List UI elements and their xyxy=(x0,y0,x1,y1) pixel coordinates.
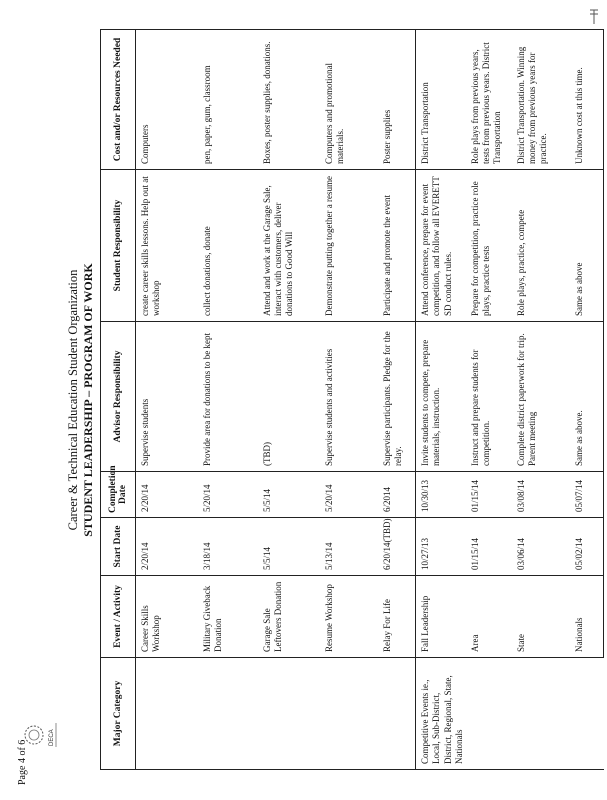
svg-text:DECA: DECA xyxy=(49,729,55,746)
completion-date-cell: 5/20/14 xyxy=(320,472,378,518)
column-header: Completion Date xyxy=(101,472,136,518)
start-date-cell: 6/20/14(TBD) xyxy=(378,518,416,576)
event-cell: Resume Workshop xyxy=(320,576,378,658)
event-cell: State xyxy=(512,576,570,658)
document-title: Career & Technical Education Student Organization xyxy=(66,269,80,531)
start-date-cell: 3/18/14 xyxy=(198,518,258,576)
student-cell: Demonstrate putting together a resume xyxy=(320,170,378,322)
column-header: Advisor Responsibility xyxy=(101,322,136,472)
advisor-cell: Provide area for donations to be kept xyxy=(198,322,258,472)
cost-cell: District Transportation xyxy=(416,30,466,170)
column-header: Cost and/or Resources Needed xyxy=(101,30,136,170)
advisor-cell: (TBD) xyxy=(258,322,320,472)
table-header-row xyxy=(101,30,136,770)
rotated-table-area xyxy=(60,30,584,770)
start-date-cell: 05/02/14 xyxy=(570,518,604,576)
event-cell: Nationals xyxy=(570,576,604,658)
page-number-text: Page 4 of 6 xyxy=(17,739,28,785)
completion-date-cell: 01/15/14 xyxy=(466,472,512,518)
student-cell: collect donations, donate xyxy=(198,170,258,322)
event-cell: Fall Leadership xyxy=(416,576,466,658)
student-cell: Attend conference, prepare for event competition, and follow all EVERETT SD conduct rules. xyxy=(416,170,466,322)
student-cell: Attend and work at the Garage Sale, interact with customers, deliver donations to Good Will xyxy=(258,170,320,322)
start-date-cell: 5/13/14 xyxy=(320,518,378,576)
column-header: Start Date xyxy=(101,518,136,576)
cost-cell: Unknown cost at this time. xyxy=(570,30,604,170)
cost-cell: District Transportation. Winning money from previous years for practice. xyxy=(512,30,570,170)
event-cell: Career Skills Workshop xyxy=(136,576,198,658)
advisor-cell: Invite students to compete, prepare materials, instruction. xyxy=(416,322,466,472)
document-subtitle: STUDENT LEADERSHIP – PROGRAM OF WORK xyxy=(81,263,95,537)
advisor-cell: Supervise participants. Pledge for the relay. xyxy=(378,322,416,472)
cost-cell: pen, paper, gum, classroom xyxy=(198,30,258,170)
completion-date-cell: 03/08/14 xyxy=(512,472,570,518)
category-cell: Competitive Events ie., Local, Sub-District, District, Regional, State, Nationals xyxy=(416,658,604,770)
completion-date-cell: 2/20/14 xyxy=(136,472,198,518)
program-of-work-table xyxy=(100,29,604,770)
completion-date-cell: 5/5/14 xyxy=(258,472,320,518)
advisor-cell: Supervise students xyxy=(136,322,198,472)
advisor-cell: Supervise students and activities xyxy=(320,322,378,472)
event-cell: Area xyxy=(466,576,512,658)
column-header: Major Category xyxy=(101,658,136,770)
cost-cell: Computers xyxy=(136,30,198,170)
event-cell: Garage Sale Leftovers Donation xyxy=(258,576,320,658)
organization-seal-icon xyxy=(4,705,64,765)
column-header: Event / Activity xyxy=(101,576,136,658)
cost-cell: Role plays from previous years, tests from previous years. District Transportation xyxy=(466,30,512,170)
student-cell: Prepare for competition, practice role plays, practice tests xyxy=(466,170,512,322)
start-date-cell: 10/27/13 xyxy=(416,518,466,576)
student-cell: Participate and promote the event xyxy=(378,170,416,322)
start-date-cell: 01/15/14 xyxy=(466,518,512,576)
completion-date-cell: 10/30/13 xyxy=(416,472,466,518)
cost-cell: Poster supplies xyxy=(378,30,416,170)
completion-date-cell: 05/07/14 xyxy=(570,472,604,518)
event-cell: Military Giveback Donation xyxy=(198,576,258,658)
advisor-cell: Complete district paperwork for trip. Parent meeting xyxy=(512,322,570,472)
completion-date-cell: 6/2014 xyxy=(378,472,416,518)
start-date-cell: 5/5/14 xyxy=(258,518,320,576)
table-row xyxy=(136,30,198,770)
corner-mark-icon xyxy=(588,8,600,28)
column-header: Student Responsibility xyxy=(101,170,136,322)
page-number xyxy=(17,705,33,785)
cost-cell: Boxes, poster supplies, donations. xyxy=(258,30,320,170)
student-cell: Role plays, practice, compete xyxy=(512,170,570,322)
advisor-cell: Instruct and prepare students for competition. xyxy=(466,322,512,472)
cost-cell: Computers and promotional materials. xyxy=(320,30,378,170)
student-cell: Same as above xyxy=(570,170,604,322)
student-cell: create career skills lessons. Help out at workshop xyxy=(136,170,198,322)
table-row xyxy=(416,30,466,770)
start-date-cell: 03/06/14 xyxy=(512,518,570,576)
category-cell xyxy=(136,658,416,770)
event-cell: Relay For Life xyxy=(378,576,416,658)
advisor-cell: Same as above. xyxy=(570,322,604,472)
completion-date-cell: 5/20/14 xyxy=(198,472,258,518)
start-date-cell: 2/20/14 xyxy=(136,518,198,576)
